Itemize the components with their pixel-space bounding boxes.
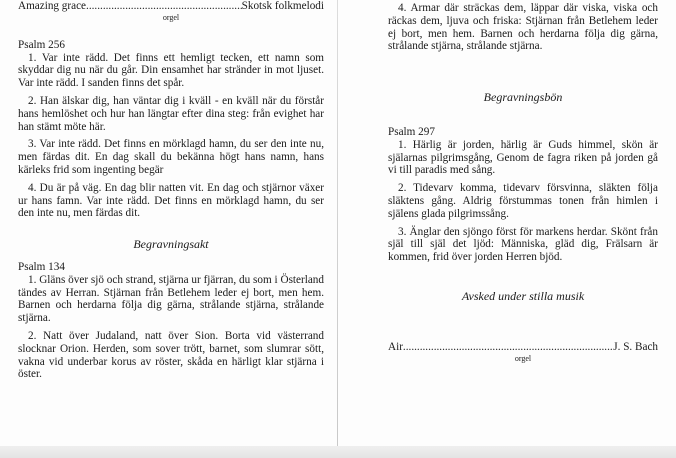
psalm-134-stanza-2: 2. Natt över Judaland, natt över Sion. Borta vid västerrand slocknar Orion. Herden, som sover trött, barnet, som slumrar sött, vakna vid underbar korus av röster, skåda en härligt klar stjärna i öster. — [18, 329, 324, 381]
opening-composer: Skotsk folkmelodi — [241, 0, 324, 12]
closing-music-line — [388, 341, 658, 354]
left-page — [18, 0, 324, 386]
psalm-297-stanza-3: 3. Änglar den sjöngo först för markens herdar. Skönt från själ till själ det ljöd: Människa, gläd dig, Frälsarn är kommen, frid över jorden Herren bjöd. — [388, 225, 658, 264]
closing-instrument: orgel — [514, 353, 532, 363]
section-heading-begravningsakt: Begravningsakt — [133, 237, 209, 252]
opening-instrument: orgel — [162, 12, 180, 22]
dot-leader — [86, 0, 242, 13]
psalm-297-stanza-2: 2. Tidevarv komma, tidevarv försvinna, släkten följa släktens gång. Aldrig förstummas tonen från himlen i själens glada pilgrimssång. — [388, 182, 658, 220]
psalm-297-stanza-1: 1. Härlig är jorden, härlig är Guds himmel, skön är själarnas pilgrimsgång, Genom de fagra riken på jorden gå vi till paradis med sång. — [388, 138, 658, 177]
psalm-256-stanza-4: 4. Du är på väg. En dag blir natten vit. En dag och stjärnor växer ur hans famn. Var inte rädd. Det finns en mörklagd hamn, du ser den inte nu, men färdas dit. — [18, 181, 324, 220]
section-heading-begravningsbon: Begravningsbön — [483, 90, 563, 105]
psalm-297-title: Psalm 297 — [388, 125, 435, 138]
opening-title: Amazing grace — [18, 0, 87, 12]
psalm-134-stanza-4: 4. Armar där sträckas dem, läppar där viska, viska och räckas dem, ljuva och friska: Stjärnan från Betlehem leder ej bort, men hem. Barnen och herdarna följa dig gärna, strålande stjärna, strålande stjärna. — [388, 2, 658, 53]
closing-title: Air — [388, 340, 403, 353]
section-heading-avsked: Avsked under stilla musik — [461, 288, 585, 303]
psalm-134-stanza-1: 1. Gläns över sjö och strand, stjärna ur fjärran, du som i Österland tändes av Herran. Stjärnan från Betlehem leder ej bort, men hem. Barnen och herdarna följa dig gärna, strålande stjärna, strålande stjärna. — [18, 273, 324, 325]
psalm-256-stanza-2: 2. Han älskar dig, han väntar dig i kväll - en kväll när du förstår hans hemlöshet och hur han längtar efter dina steg: från evighet har han stämt möte här. — [18, 94, 324, 133]
dot-leader — [403, 341, 613, 354]
closing-composer: J. S. Bach — [613, 340, 658, 353]
psalm-256-stanza-1: 1. Var inte rädd. Det finns ett hemligt tecken, ett namn som skyddar dig nu när du går. Din ensamhet har stränder in mot ljuset. Var inte rädd. I sanden finns det spår. — [18, 51, 324, 90]
psalm-134-title: Psalm 134 — [18, 260, 65, 273]
psalm-256-title: Psalm 256 — [18, 38, 65, 51]
right-page — [388, 0, 658, 364]
page-fold — [337, 0, 338, 458]
psalm-256-stanza-3: 3. Var inte rädd. Det finns en mörklagd hamn, du ser den inte nu, men färdas dit. En dag skall du bekänna högt hans namn, hans kärleks frid som ingenting begär — [18, 138, 324, 176]
paper-edge — [0, 446, 676, 458]
opening-music-line — [18, 0, 324, 13]
